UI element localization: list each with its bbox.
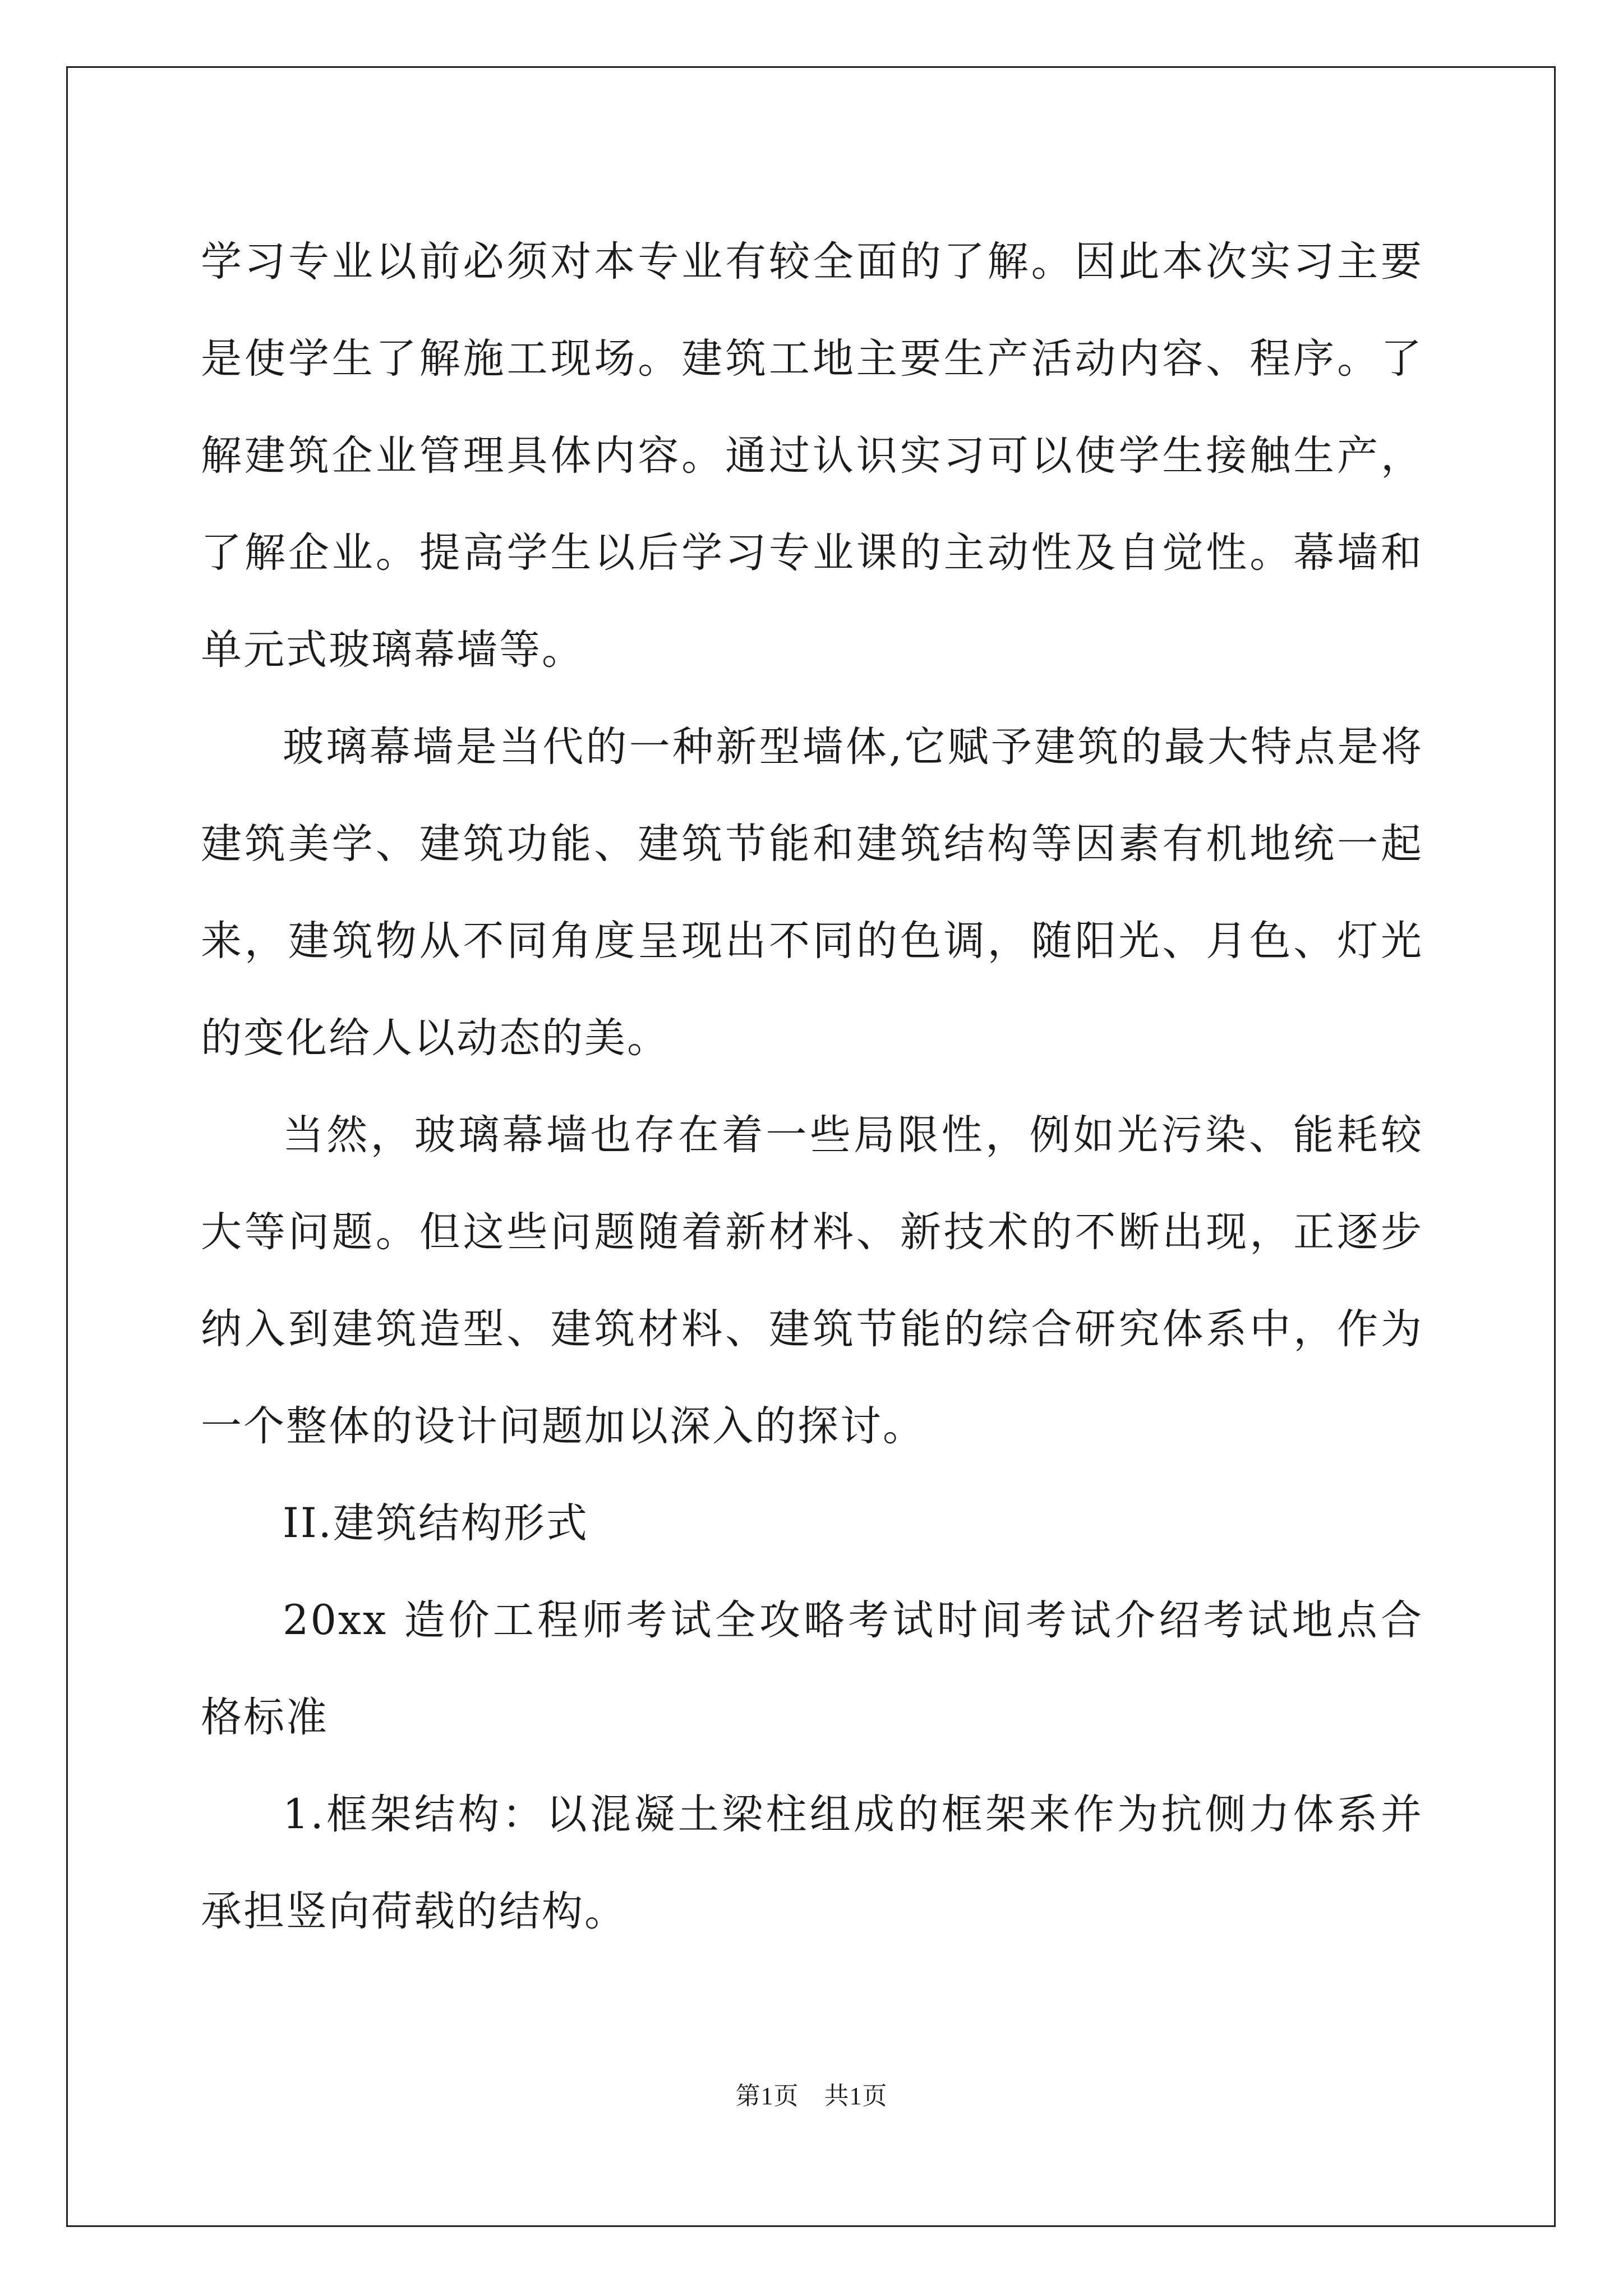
section-heading: II.建筑结构形式 [283,1499,589,1547]
document-body [201,213,1423,1960]
page-footer: 第1页 共1页 [735,2082,888,2110]
paragraph-3: 当然，玻璃幕墙也存在着一些局限性，例如光污染、能耗较大等问题。但这些问题随着新材料、新技术的不断出现，正逐步纳入到建筑造型、建筑材料、建筑节能的综合研究体系中，作为一个整体的设计问题加以深入的探讨。 [201,1111,1423,1450]
paragraph-1: 学习专业以前必须对本专业有较全面的了解。因此本次实习主要是使学生了解施工现场。建筑工地主要生产活动内容、程序。了解建筑企业管理具体内容。通过认识实习可以使学生接触生产，了解企业。提高学生以后学习专业课的主动性及自觉性。幕墙和单元式玻璃幕墙等。 [201,238,1423,674]
paragraph-2: 玻璃幕墙是当代的一种新型墙体,它赋予建筑的最大特点是将建筑美学、建筑功能、建筑节能和建筑结构等因素有机地统一起来，建筑物从不同角度呈现出不同的色调，随阳光、月色、灯光的变化给人以动态的美。 [201,723,1423,1062]
paragraph-5: 1.框架结构：以混凝土梁柱组成的框架来作为抗侧力体系并承担竖向荷载的结构。 [201,1791,1423,1935]
paragraph-4: 20xx 造价工程师考试全攻略考试时间考试介绍考试地点合格标准 [201,1596,1423,1741]
